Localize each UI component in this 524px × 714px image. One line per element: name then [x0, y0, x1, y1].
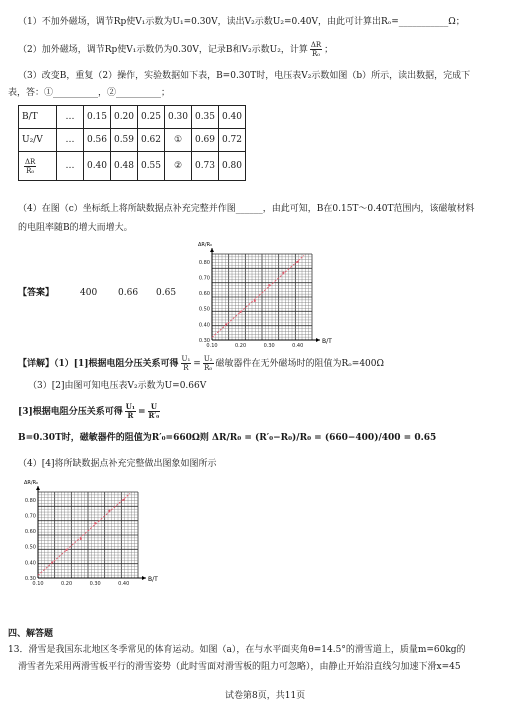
x-tick-label: 0.10: [206, 343, 218, 349]
detail-5: （4）[4]将所缺数据点补充完整做出图象如图所示: [18, 459, 217, 469]
data-point: [108, 510, 110, 512]
table-row-b: [19, 106, 246, 129]
answer-value: 0.65: [156, 288, 177, 298]
fraction: $\frac{\text{U₁}}{R}$: [181, 355, 191, 372]
table-cell: 0.35: [192, 106, 219, 129]
table-cell: …: [57, 152, 84, 181]
y-tick-label: 0.50: [198, 306, 210, 313]
y-axis-arrow: [210, 248, 214, 252]
x-tick-label: 0.20: [235, 343, 247, 349]
data-point: [239, 311, 241, 313]
data-point: [268, 284, 270, 286]
table-cell: …: [57, 106, 84, 129]
y-tick-label: 0.80: [198, 259, 210, 266]
table-cell: 0.55: [138, 152, 165, 181]
y-tick-label: 0.70: [198, 275, 210, 282]
table-cell: 0.40: [219, 106, 246, 129]
table-cell: 0.20: [111, 106, 138, 129]
table-cell: 0.69: [192, 129, 219, 152]
x-axis-label: B/T: [148, 576, 158, 583]
table-cell: ②: [165, 152, 192, 181]
y-tick-label: 0.60: [198, 291, 210, 298]
answer-label: 【答案】: [18, 288, 55, 298]
x-axis-arrow: [142, 576, 146, 580]
table-cell: 0.30: [165, 106, 192, 129]
table-cell: 0.40: [84, 152, 111, 181]
x-tick-label: 0.40: [292, 343, 304, 349]
table-cell: 0.72: [219, 129, 246, 152]
data-point: [282, 272, 284, 274]
chart-c: [190, 240, 332, 352]
answer-value: 0.66: [118, 288, 139, 298]
y-axis-arrow: [36, 486, 40, 490]
table-cell: 0.48: [111, 152, 138, 181]
x-tick-label: 0.10: [32, 581, 44, 587]
y-tick-label: 0.30: [24, 576, 36, 582]
y-tick-label: 0.40: [198, 322, 210, 329]
x-axis-label: B/T: [322, 338, 332, 345]
table-cell: 0.25: [138, 106, 165, 129]
question-2-text: （2）加外磁场，调节Rp使V₁示数仍为0.30V，记录B和V₂示数U₂，计算: [18, 45, 308, 55]
question-4-line-2: 的电阻率随B的增大而增大。: [18, 223, 133, 233]
section-title: 四、解答题: [8, 629, 54, 639]
table-cell: B/T: [19, 106, 57, 129]
data-point: [123, 499, 125, 501]
detail-3: [3]根据电阻分压关系可得 $\frac{\text{U₁}}{R}$ = $\frac{U}{\text{R′₀}}$: [18, 402, 160, 420]
y-tick-label: 0.50: [24, 544, 36, 551]
data-point: [225, 323, 227, 325]
x-tick-label: 0.20: [61, 581, 73, 587]
table-cell: U₂/V: [19, 129, 57, 152]
fraction: $\frac{\text{U₂}}{\text{R₀}}$: [203, 355, 213, 372]
x-axis-arrow: [316, 338, 320, 342]
question-1: （1）不加外磁场，调节Rp使V₁示数为U₁=0.30V，读出V₂示数U₂=0.40V，由此可计算出Rₒ=___________Ω；: [18, 17, 465, 27]
table-row-r: [19, 152, 246, 181]
x-tick-label: 0.30: [89, 581, 101, 587]
detail-2: （3）[2]由图可知电压表V₂示数为U=0.66V: [28, 381, 207, 391]
table-cell: 0.15: [84, 106, 111, 129]
table-cell: 0.59: [111, 129, 138, 152]
delta-r-fraction: $\frac{\Delta R}{\text{R₀}}$: [310, 41, 322, 58]
data-point: [254, 300, 256, 302]
y-axis-label: ΔR/R₀: [24, 480, 39, 486]
question-13-line-1: 13．滑雪是我国东北地区冬季常见的体育运动。如图（a），在与水平面夹角θ=14.5°的滑雪道上，质量m=60kg的: [8, 645, 466, 655]
data-point: [94, 522, 96, 524]
question-3-line-2: 表，答：①__________，②__________；: [8, 88, 171, 98]
y-tick-label: 0.80: [24, 497, 36, 504]
table-cell: 0.73: [192, 152, 219, 181]
detail-4: B=0.30T时，磁敏器件的阻值为R′₀=660Ω则 ΔR/R₀ = (R′₀−R₀)/R₀ = (660−400)/400 = 0.65: [18, 433, 437, 443]
question-3-line-1: （3）改变B，重复（2）操作，实验数据如下表，B=0.30T时，电压表V₂示数如图（b）所示，读出数据，完成下: [18, 71, 471, 81]
page-footer: 试卷第8页，共11页: [225, 691, 306, 701]
y-axis-label: ΔR/R₀: [198, 242, 213, 248]
fraction: $\frac{\text{U₁}}{R}$: [125, 402, 135, 420]
detail-4-math: ΔR/R₀ = (R′₀−R₀)/R₀ = (660−400)/400 = 0.65: [212, 433, 437, 443]
table-cell: ①: [165, 129, 192, 152]
x-tick-label: 0.40: [118, 581, 130, 587]
question-13-line-2: 滑雪者先采用两滑雪板平行的滑雪姿势（此时雪面对滑雪板的阻力可忽略），由静止开始沿直线匀加速下滑x=45: [18, 662, 461, 672]
fraction: $\frac{U}{\text{R′₀}}$: [148, 402, 160, 420]
table-cell: 0.62: [138, 129, 165, 152]
table-cell: $\frac{\Delta R}{\text{R₀}}$: [19, 152, 57, 181]
x-tick-label: 0.30: [263, 343, 275, 349]
question-4-line-1: （4）在图（c）坐标纸上将所缺数据点补充完整并作图______，由此可知，B在0.15T～0.40T范围内，该磁敏材料: [18, 204, 475, 214]
y-tick-label: 0.30: [198, 338, 210, 344]
detail-1: 【详解】（1）[1]根据电阻分压关系可得 $\frac{\text{U₁}}{R}$ = $\frac{\text{U₂}}{\text{R₀}}$ 磁敏器件在无外磁场时的阻值为Rₒ=400Ω: [18, 355, 384, 372]
answer-value: 400: [80, 288, 98, 298]
table-cell: 0.80: [219, 152, 246, 181]
y-tick-label: 0.60: [24, 529, 36, 536]
table-cell: …: [57, 129, 84, 152]
data-table: [18, 105, 246, 181]
data-point: [65, 549, 67, 551]
y-tick-label: 0.70: [24, 513, 36, 520]
table-row-u: [19, 129, 246, 152]
table-cell: 0.56: [84, 129, 111, 152]
question-2: （2）加外磁场，调节Rp使V₁示数仍为0.30V，记录B和V₂示数U₂，计算 $\frac{\Delta R}{\text{R₀}}$ ；: [18, 41, 334, 58]
data-point: [297, 261, 299, 263]
y-tick-label: 0.40: [24, 560, 36, 567]
data-point: [80, 538, 82, 540]
data-point: [51, 561, 53, 563]
chart-solution: [14, 478, 164, 590]
